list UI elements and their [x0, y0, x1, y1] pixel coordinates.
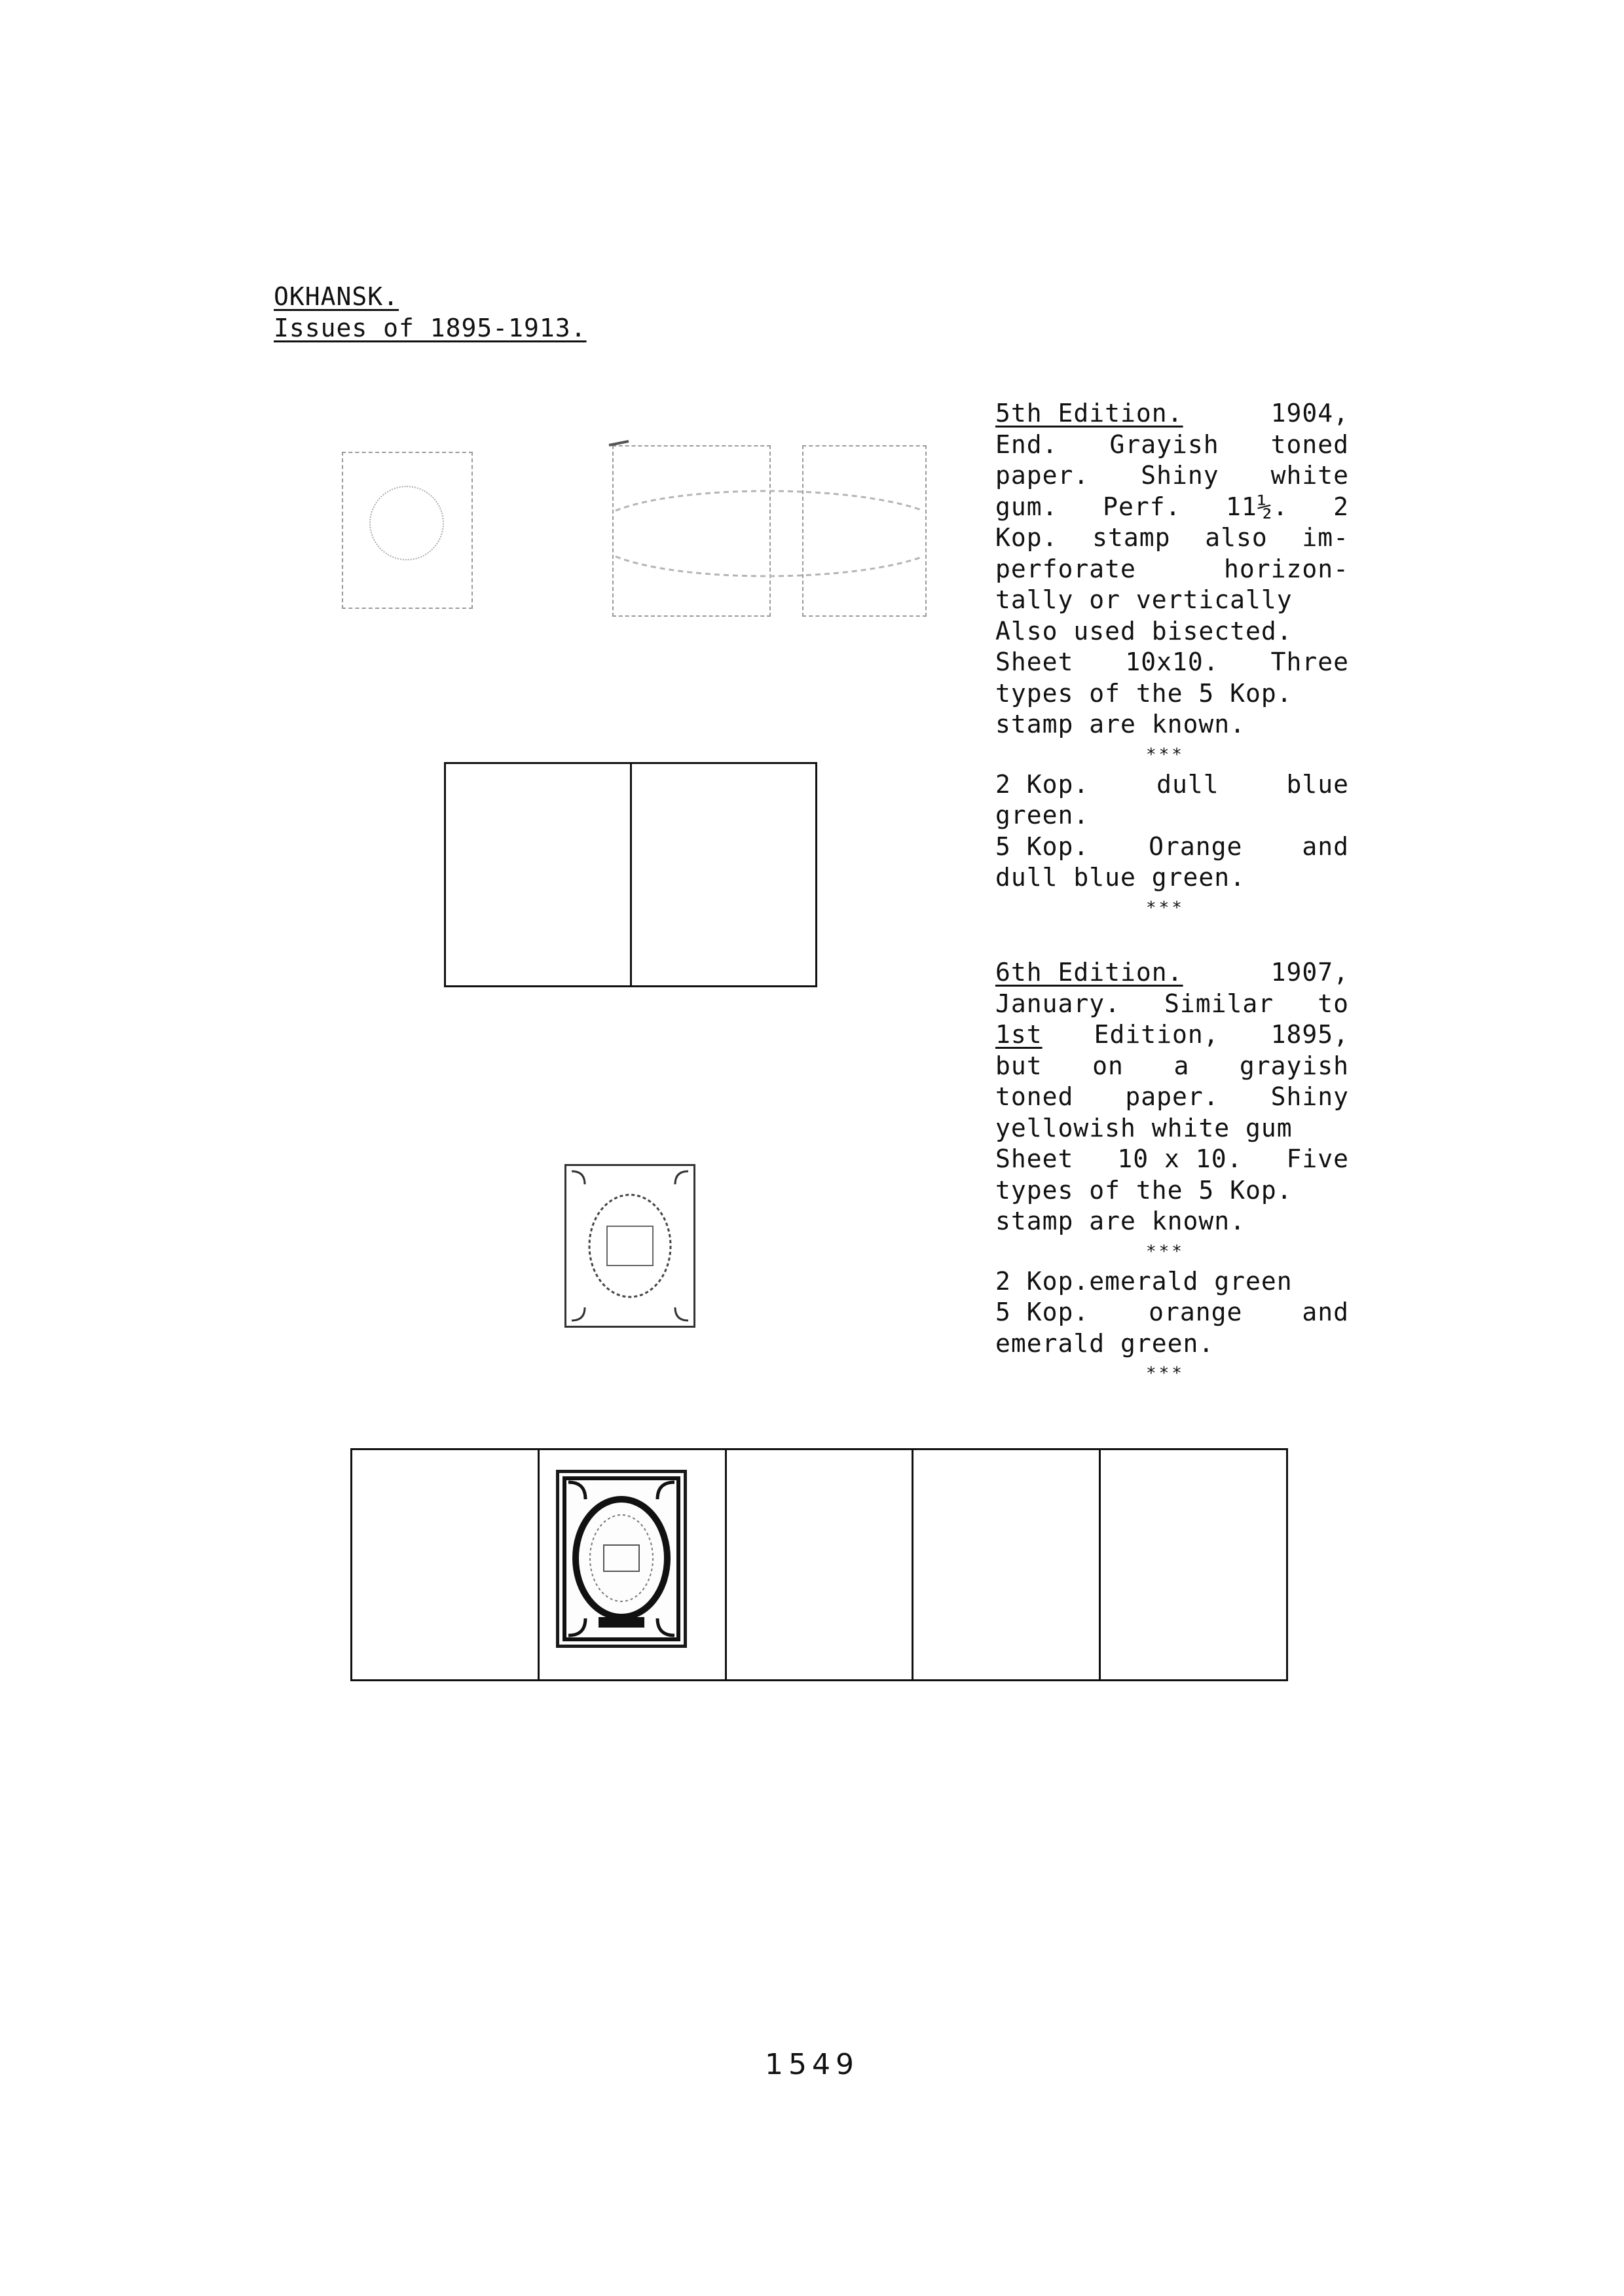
text-fragment: paper.	[1125, 1082, 1219, 1111]
sixth-edition-colors	[995, 1266, 1349, 1360]
section-separator: ***	[1146, 1364, 1185, 1383]
single-stamp-image	[564, 1164, 695, 1328]
text-fragment: 2 Kop.emerald green	[995, 1266, 1293, 1296]
text-fragment: January.	[995, 989, 1121, 1018]
text-fragment: 1904,	[1270, 399, 1349, 428]
text-fragment: Five	[1286, 1144, 1349, 1173]
text-fragment: stamp are known.	[995, 710, 1246, 738]
text-fragment: 5 Kop.	[995, 1298, 1090, 1326]
sixth-edition-description	[995, 957, 1349, 1388]
text-fragment: stamp	[1092, 523, 1171, 552]
text-fragment: dull blue green.	[995, 863, 1246, 892]
text-fragment: and	[1302, 1298, 1349, 1326]
text-fragment: End.	[995, 429, 1058, 459]
text-fragment: blue	[1286, 769, 1349, 799]
text-fragment: 5 Kop.	[995, 831, 1090, 861]
dark-stamp-image	[556, 1470, 687, 1648]
section-separator: ***	[1146, 898, 1185, 918]
text-fragment: but	[995, 1051, 1043, 1080]
text-fragment: 2 Kop.	[995, 769, 1090, 799]
text-fragment: emerald green.	[995, 1328, 1215, 1358]
text-fragment: Perf.	[1103, 492, 1181, 521]
text-fragment: stamp are known.	[995, 1207, 1246, 1235]
text-fragment: 1st	[995, 1020, 1043, 1049]
text-fragment: types of the 5 Kop.	[995, 678, 1293, 708]
text-fragment: Three	[1270, 647, 1349, 676]
text-fragment: toned	[1270, 429, 1349, 459]
faint-stamp-image-left	[342, 452, 473, 609]
text-fragment: Sheet	[995, 647, 1074, 676]
edition-label: 6th Edition.	[995, 958, 1183, 987]
empty-stamp-slot	[630, 764, 816, 985]
empty-stamp-slot	[1099, 1450, 1286, 1679]
empty-stamp-slot	[446, 764, 630, 985]
fifth-edition-colors	[995, 769, 1349, 894]
page-subtitle: Issues of 1895-1913.	[274, 314, 587, 342]
text-fragment: a	[1173, 1051, 1190, 1080]
page-title: OKHANSK.	[274, 282, 399, 311]
section-separator: ***	[1146, 1241, 1185, 1262]
text-fragment: 11½.	[1226, 492, 1289, 521]
text-fragment: 2	[1333, 492, 1349, 521]
text-fragment: white	[1270, 461, 1349, 490]
text-fragment: and	[1302, 831, 1349, 861]
text-fragment: 1907,	[1270, 958, 1349, 987]
stamp-ornament-icon	[559, 1473, 684, 1645]
text-fragment: green.	[995, 801, 1090, 829]
text-fragment: horizon-	[1223, 554, 1349, 583]
empty-stamp-slot	[912, 1450, 1099, 1679]
text-fragment: yellowish white gum	[995, 1113, 1293, 1142]
text-fragment: Grayish	[1109, 429, 1219, 459]
postmark-image	[589, 426, 943, 622]
page-number: 1549	[765, 2048, 859, 2081]
text-fragment: gum.	[995, 492, 1058, 521]
text-fragment: also	[1205, 523, 1268, 552]
text-fragment: Edition,	[1094, 1020, 1219, 1049]
text-fragment: 1895,	[1270, 1020, 1349, 1049]
stamp-slot-with-image	[538, 1450, 725, 1679]
text-fragment: Also used bisected.	[995, 616, 1293, 646]
text-fragment: dull	[1156, 769, 1219, 799]
empty-stamp-slot	[725, 1450, 912, 1679]
text-fragment: types of the 5 Kop.	[995, 1175, 1293, 1205]
text-fragment: 10 x 10.	[1117, 1144, 1243, 1173]
text-fragment: orange	[1149, 1298, 1243, 1326]
text-fragment: Shiny	[1141, 461, 1219, 490]
text-fragment: Kop.	[995, 523, 1058, 552]
text-fragment: grayish	[1239, 1051, 1349, 1080]
text-fragment: 10x10.	[1125, 647, 1219, 676]
stamp-strip-frame	[350, 1448, 1288, 1681]
text-fragment: Shiny	[1270, 1082, 1349, 1111]
text-fragment: Sheet	[995, 1144, 1074, 1173]
text-fragment: Orange	[1149, 831, 1243, 861]
text-fragment: im-	[1302, 523, 1349, 552]
stamp-pair-frame	[444, 762, 817, 987]
text-fragment: toned	[995, 1082, 1074, 1111]
text-fragment: to	[1318, 989, 1349, 1018]
text-fragment: tally or vertically	[995, 585, 1293, 614]
text-fragment: perforate	[995, 554, 1136, 583]
empty-stamp-slot	[352, 1450, 538, 1679]
text-fragment: on	[1092, 1051, 1124, 1080]
ornament-icon	[566, 1166, 693, 1326]
edition-label: 5th Edition.	[995, 399, 1183, 428]
text-fragment: Similar	[1164, 989, 1274, 1018]
text-fragment: paper.	[995, 461, 1090, 490]
section-separator: ***	[1146, 744, 1185, 765]
fifth-edition-description	[995, 398, 1349, 922]
